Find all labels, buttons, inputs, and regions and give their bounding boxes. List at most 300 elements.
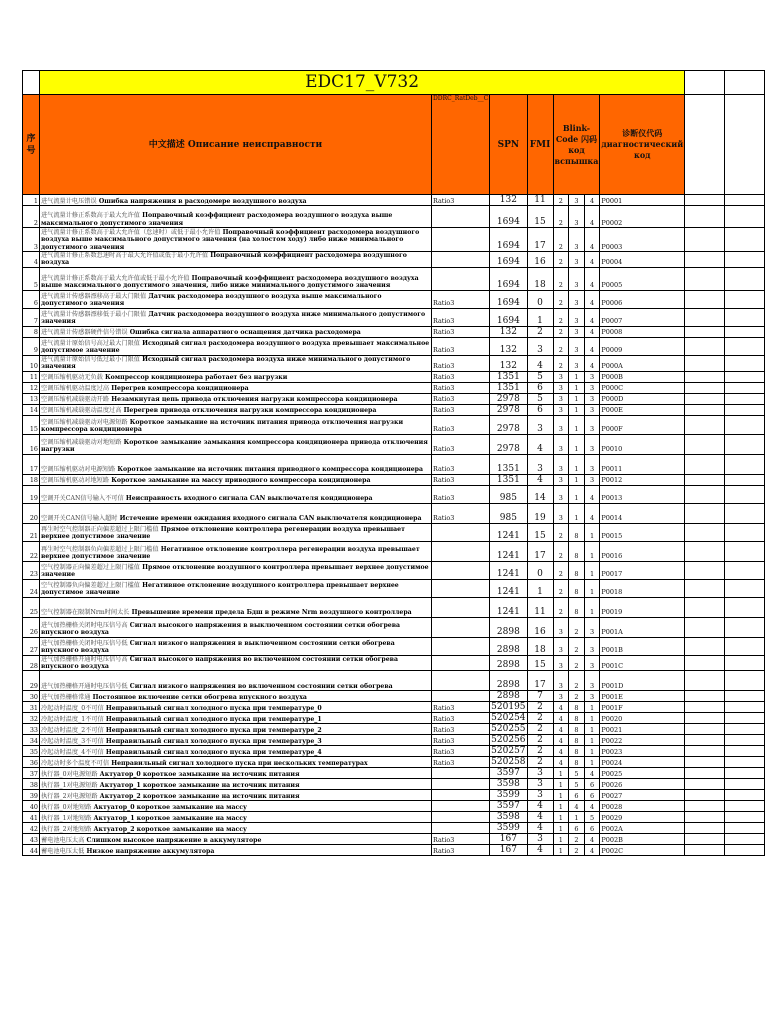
blink-digit-2: 2 — [569, 637, 585, 655]
description-russian: Неправильный сигнал холодного пуска при температуре_3 — [103, 738, 322, 746]
description-russian: Актуатор_0 короткое замыкание на источник питания — [97, 771, 300, 779]
spn-value: 1351 — [490, 371, 527, 382]
diagnostic-code: P0023 — [600, 746, 685, 757]
spn-value: 520258 — [491, 757, 526, 768]
ddrc-code — [432, 523, 490, 541]
empty-cell — [725, 228, 765, 252]
table-row — [23, 541, 765, 561]
blink-digit-3: 1 — [584, 541, 600, 561]
blink-digit-2: 8 — [569, 702, 585, 713]
row-number: 1 — [23, 195, 40, 206]
empty-cell — [685, 779, 725, 790]
fault-description — [40, 474, 432, 485]
description-chinese: 进气加热栅格常通 — [41, 694, 91, 702]
description-chinese: 冷起动时温度_3不可信 — [41, 738, 104, 746]
empty-cell — [725, 757, 765, 768]
empty-cell — [685, 757, 725, 768]
empty-cell — [685, 671, 725, 691]
empty-cell — [725, 801, 765, 812]
blink-digit-1: 1 — [553, 834, 569, 845]
diagnostic-code: P0027 — [600, 790, 685, 801]
empty-cell — [685, 415, 725, 434]
fmi-value: 18 — [527, 637, 553, 655]
spn-value: 3598 — [490, 779, 527, 790]
diagnostic-code: P0010 — [600, 434, 685, 454]
table-row — [23, 267, 765, 290]
spn-value: 985 — [490, 485, 527, 503]
empty-cell — [685, 195, 725, 206]
blink-digit-2: 1 — [569, 404, 585, 415]
empty-cell — [725, 355, 765, 371]
diagnostic-code: P000F — [600, 415, 685, 434]
blink-digit-2: 1 — [569, 812, 585, 823]
empty-cell — [685, 393, 725, 404]
ddrc-code: Ratio3 — [432, 382, 490, 393]
spn-value: 1241 — [490, 579, 527, 597]
blink-digit-3: 4 — [584, 290, 600, 308]
empty-cell — [725, 823, 765, 834]
diagnostic-code: P000E — [600, 404, 685, 415]
corner-cell — [23, 71, 40, 95]
description-russian: Перегрев привода отключения нагрузки компрессора кондиционера — [121, 407, 377, 415]
spn-value: 167 — [490, 834, 527, 845]
blink-digit-3: 4 — [584, 228, 600, 252]
description-chinese: 空调开关CAN信号输入不可信 — [41, 495, 124, 503]
row-number: 13 — [23, 393, 40, 404]
diagnostic-code: P0024 — [600, 757, 685, 768]
fault-description — [40, 393, 432, 404]
empty-cell — [725, 691, 765, 702]
empty-cell — [685, 523, 725, 541]
row-number: 15 — [23, 415, 40, 434]
fmi-value: 4 — [527, 434, 553, 454]
table-row — [23, 561, 765, 579]
table-row — [23, 326, 765, 337]
blink-digit-1: 4 — [553, 757, 569, 768]
spn-value: 132 — [490, 337, 527, 355]
ddrc-code — [432, 823, 490, 834]
diagnostic-code: P0025 — [600, 768, 685, 779]
description-chinese: 进气流量计传感器漂移高于最大门限值 — [41, 293, 147, 300]
description-chinese: 进气加热栅格关闭时电压信号高 — [41, 621, 128, 629]
table-row — [23, 252, 765, 268]
row-number: 16 — [23, 434, 40, 454]
fault-description — [40, 337, 432, 355]
empty-cell — [685, 845, 725, 856]
fmi-value: 3 — [527, 779, 553, 790]
blink-digit-3: 3 — [584, 404, 600, 415]
description-russian: Неправильный сигнал холодного пуска при температуре_0 — [103, 705, 322, 713]
ddrc-code: Ratio3 — [432, 195, 490, 206]
fmi-value: 11 — [527, 597, 553, 617]
diagnostic-code: P0017 — [600, 561, 685, 579]
description-russian: Компрессор кондиционера работает без нагрузки — [102, 374, 288, 382]
fmi-value: 15 — [527, 655, 553, 671]
description-chinese: 空调压缩机减载驱动对电源短路 — [41, 418, 128, 426]
blink-digit-3: 4 — [584, 503, 600, 523]
fault-description — [40, 252, 432, 268]
empty-cell — [725, 617, 765, 637]
description-russian: Низкое напряжение аккумулятора — [84, 848, 215, 856]
description-chinese: 进气加热栅格关闭时电压信号低 — [41, 639, 128, 647]
fmi-value: 4 — [527, 801, 553, 812]
blink-digit-1: 2 — [553, 308, 569, 326]
empty-cell — [685, 326, 725, 337]
blink-digit-1: 2 — [553, 206, 569, 228]
description-russian: Поправочный коэффициент расходомера воздушного воздуха выше максимального допустимого значения (на холостом ходу) либо ниже минимального допустимого значения — [41, 228, 420, 251]
description-russian: Сигнал низкого напряжения в выключенном состоянии сетки обогрева впускного воздуха — [41, 639, 395, 655]
blink-digit-3: 1 — [584, 597, 600, 617]
blink-digit-2: 8 — [569, 597, 585, 617]
diagnostic-code: P0016 — [600, 541, 685, 561]
row-number: 31 — [23, 702, 40, 713]
ddrc-code — [432, 252, 490, 268]
diagnostic-code: P0005 — [600, 267, 685, 290]
description-chinese: 执行器_0对地短路 — [41, 804, 92, 812]
header-blink-code: Blink-Code 闪码 код вспышка — [553, 95, 600, 195]
empty-cell — [725, 382, 765, 393]
row-number: 34 — [23, 735, 40, 746]
description-chinese: 执行器_2对地短路 — [41, 826, 92, 834]
blink-digit-1: 2 — [553, 326, 569, 337]
table-row — [23, 702, 765, 713]
table-row — [23, 637, 765, 655]
table-row — [23, 454, 765, 474]
blink-digit-3: 3 — [584, 415, 600, 434]
description-chinese: 进气流量计修正系数高于最大允许值或低于最小允许值 — [41, 275, 190, 282]
description-chinese: 进气流量计传感器漂移低于最小门限值 — [41, 311, 147, 318]
blink-digit-2: 1 — [569, 474, 585, 485]
empty-cell — [685, 434, 725, 454]
blink-digit-1: 2 — [553, 252, 569, 268]
row-number: 26 — [23, 617, 40, 637]
spn-value: 2898 — [490, 637, 527, 655]
fault-description — [40, 485, 432, 503]
spn-value: 985 — [490, 503, 527, 523]
description-russian: Неправильный сигнал холодного пуска при температуре_1 — [103, 716, 322, 724]
fmi-value: 14 — [527, 485, 553, 503]
blink-digit-3: 1 — [584, 579, 600, 597]
ddrc-code — [432, 228, 490, 252]
spn-value: 1351 — [490, 454, 527, 474]
diagnostic-code: P0011 — [600, 454, 685, 474]
spn-value: 2978 — [490, 415, 527, 434]
fmi-value: 15 — [527, 206, 553, 228]
fault-description — [40, 541, 432, 561]
table-row — [23, 597, 765, 617]
fmi-value: 2 — [527, 746, 553, 757]
table-row — [23, 579, 765, 597]
empty-cell — [725, 541, 765, 561]
ddrc-code: Ratio3 — [432, 371, 490, 382]
fault-description — [40, 757, 432, 768]
description-chinese: 空调压缩机驱动无负载 — [41, 374, 103, 382]
fmi-value: 17 — [527, 228, 553, 252]
description-chinese: 空调开关CAN信号输入超时 — [41, 515, 118, 523]
description-chinese: 空调压缩机驱动对地短路 — [41, 477, 110, 485]
description-russian: Прямое отклонение контроллера регенерации воздуха превышает верхнее допустимое значение — [41, 525, 405, 541]
spn-value: 1351 — [490, 474, 527, 485]
diagnostic-code: P001E — [600, 691, 685, 702]
blink-digit-2: 3 — [569, 195, 585, 206]
description-chinese: 进气流量计电压错误 — [41, 197, 97, 205]
fault-description — [40, 228, 432, 252]
row-number: 28 — [23, 655, 40, 671]
row-number: 30 — [23, 691, 40, 702]
blink-digit-2: 5 — [569, 779, 585, 790]
row-number: 32 — [23, 713, 40, 724]
row-number: 6 — [23, 290, 40, 308]
fault-description — [40, 523, 432, 541]
description-russian: Неправильный сигнал холодного пуска при температуре_4 — [103, 749, 322, 757]
empty-cell — [685, 768, 725, 779]
spn-value: 1694 — [490, 252, 527, 268]
table-row — [23, 691, 765, 702]
fmi-value: 2 — [527, 702, 553, 713]
fault-description — [40, 823, 432, 834]
table-row — [23, 746, 765, 757]
ddrc-code: Ratio3 — [432, 290, 490, 308]
blink-digit-1: 2 — [553, 579, 569, 597]
description-chinese: 再生时空气控制器负向偏差超过上限门槛值 — [41, 545, 159, 553]
fault-description — [40, 503, 432, 523]
row-number: 10 — [23, 355, 40, 371]
blink-digit-2: 8 — [569, 746, 585, 757]
ddrc-code — [432, 267, 490, 290]
ddrc-code: Ratio3 — [432, 485, 490, 503]
blink-digit-2: 3 — [569, 290, 585, 308]
blink-digit-3: 3 — [584, 655, 600, 671]
empty-cell — [725, 768, 765, 779]
description-russian: Исходный сигнал расходомера воздуха ниже минимального допустимого значения — [41, 355, 411, 371]
table-row — [23, 801, 765, 812]
description-chinese: 冷起动时多个温度不可信 — [41, 760, 110, 768]
fmi-value: 16 — [527, 617, 553, 637]
diagnostic-code: P0003 — [600, 228, 685, 252]
fault-description — [40, 308, 432, 326]
fmi-value: 3 — [527, 454, 553, 474]
fault-description — [40, 597, 432, 617]
blink-digit-1: 3 — [553, 485, 569, 503]
blink-digit-3: 6 — [584, 790, 600, 801]
table-row — [23, 845, 765, 856]
blink-digit-2: 2 — [569, 834, 585, 845]
header-ddrc-code: DDRC_RatDeb__C — [432, 95, 490, 195]
blink-digit-2: 8 — [569, 541, 585, 561]
description-chinese: 执行器_1对电源短路 — [41, 782, 98, 790]
blink-digit-3: 4 — [584, 485, 600, 503]
blink-digit-3: 1 — [584, 561, 600, 579]
blink-digit-3: 4 — [584, 308, 600, 326]
blink-digit-3: 6 — [584, 779, 600, 790]
blink-digit-1: 1 — [553, 801, 569, 812]
empty-cell — [725, 702, 765, 713]
row-number: 43 — [23, 834, 40, 845]
diagnostic-code: P001F — [600, 702, 685, 713]
blink-digit-3: 4 — [584, 326, 600, 337]
fault-rows — [23, 195, 765, 856]
table-row — [23, 617, 765, 637]
fault-description — [40, 404, 432, 415]
blink-digit-2: 1 — [569, 503, 585, 523]
spn-value: 1694 — [490, 206, 527, 228]
description-chinese: 冷起动时温度_2不可信 — [41, 727, 104, 735]
blink-digit-1: 3 — [553, 691, 569, 702]
description-chinese: 执行器_1对地短路 — [41, 815, 92, 823]
ddrc-code — [432, 812, 490, 823]
fault-description — [40, 655, 432, 671]
ddrc-code: Ratio3 — [432, 355, 490, 371]
blink-digit-3: 1 — [584, 523, 600, 541]
fmi-value: 3 — [527, 790, 553, 801]
diagnostic-code: P000C — [600, 382, 685, 393]
row-number: 21 — [23, 523, 40, 541]
empty-cell — [725, 252, 765, 268]
blink-digit-2: 3 — [569, 355, 585, 371]
table-row — [23, 768, 765, 779]
fault-description — [40, 355, 432, 371]
fmi-value: 3 — [527, 415, 553, 434]
ddrc-code — [432, 655, 490, 671]
spn-value: 2898 — [490, 617, 527, 637]
empty-cell — [725, 454, 765, 474]
diagnostic-code: P000A — [600, 355, 685, 371]
fault-description — [40, 371, 432, 382]
blink-digit-3: 6 — [584, 823, 600, 834]
empty-cell — [725, 637, 765, 655]
blink-digit-1: 2 — [553, 561, 569, 579]
description-chinese: 进气流量计修正系数怠速时高于最大允许值或低于最小允许值 — [41, 252, 209, 259]
empty-cell — [685, 404, 725, 415]
spn-value: 3599 — [490, 790, 527, 801]
row-number: 19 — [23, 485, 40, 503]
blink-digit-3: 3 — [584, 382, 600, 393]
fault-description — [40, 382, 432, 393]
blink-digit-1: 3 — [553, 474, 569, 485]
fmi-value: 1 — [527, 308, 553, 326]
blink-digit-1: 2 — [553, 337, 569, 355]
ddrc-code: Ratio3 — [432, 474, 490, 485]
description-chinese: 冷起动时温度_1不可信 — [41, 716, 104, 724]
blink-digit-2: 1 — [569, 393, 585, 404]
empty-cell — [685, 812, 725, 823]
blink-digit-3: 3 — [584, 474, 600, 485]
blink-digit-2: 3 — [569, 308, 585, 326]
empty-cell — [725, 195, 765, 206]
fmi-value: 15 — [527, 523, 553, 541]
empty-cell — [685, 561, 725, 579]
row-number: 42 — [23, 823, 40, 834]
fmi-value: 7 — [527, 691, 553, 702]
description-russian: Поправочный коэффициент расходомера воздушного воздуха выше максимального допустимого значения, либо ниже минимального допустимого значения — [41, 275, 419, 290]
spn-value: 2898 — [490, 671, 527, 691]
diagnostic-code: P0015 — [600, 523, 685, 541]
ddrc-code — [432, 579, 490, 597]
description-chinese: 进气加热栅格开通时电压信号低 — [41, 683, 128, 691]
diagnostic-code: P0006 — [600, 290, 685, 308]
empty-cell — [685, 454, 725, 474]
description-russian: Датчик расходомера воздушного воздуха выше максимального допустимого значения — [41, 293, 382, 308]
empty-cell — [725, 503, 765, 523]
blink-digit-2: 2 — [569, 691, 585, 702]
empty-cell — [725, 845, 765, 856]
row-number: 39 — [23, 790, 40, 801]
blink-digit-1: 4 — [553, 713, 569, 724]
fmi-value: 5 — [527, 393, 553, 404]
empty-cell — [725, 713, 765, 724]
fault-description — [40, 195, 432, 206]
blink-digit-1: 3 — [553, 637, 569, 655]
blink-digit-2: 3 — [569, 326, 585, 337]
blink-digit-2: 8 — [569, 735, 585, 746]
ddrc-code — [432, 561, 490, 579]
blink-digit-3: 4 — [584, 206, 600, 228]
blink-digit-2: 1 — [569, 415, 585, 434]
fault-description — [40, 768, 432, 779]
ddrc-code — [432, 206, 490, 228]
empty-cell — [725, 812, 765, 823]
row-number: 17 — [23, 454, 40, 474]
description-russian: Короткое замыкание на источник питания привода отключения нагрузки компрессора кондиционера — [41, 418, 404, 434]
header-fmi: FMI — [527, 95, 553, 195]
table-row — [23, 195, 765, 206]
spn-value: 167 — [490, 845, 527, 856]
blink-digit-1: 1 — [553, 812, 569, 823]
blink-digit-1: 3 — [553, 415, 569, 434]
empty-cell — [685, 691, 725, 702]
table-row — [23, 355, 765, 371]
table-row — [23, 713, 765, 724]
diagnostic-code: P0029 — [600, 812, 685, 823]
blink-digit-3: 3 — [584, 617, 600, 637]
fmi-value: 1 — [527, 579, 553, 597]
diagnostic-code: P0026 — [600, 779, 685, 790]
description-russian: Ошибка сигнала аппаратного оснащения датчика расходомера — [127, 329, 361, 337]
description-russian: Постоянное включение сетки обогрева впускного воздуха — [90, 694, 307, 702]
blink-digit-1: 3 — [553, 454, 569, 474]
ddrc-code: Ratio3 — [432, 735, 490, 746]
row-number: 25 — [23, 597, 40, 617]
empty-cell — [725, 597, 765, 617]
spn-value: 2978 — [490, 393, 527, 404]
spn-value: 3599 — [490, 823, 527, 834]
empty-cell — [725, 434, 765, 454]
fault-description — [40, 206, 432, 228]
ddrc-code — [432, 541, 490, 561]
diagnostic-code: P002B — [600, 834, 685, 845]
ddrc-code: Ratio3 — [432, 393, 490, 404]
diagnostic-code: P0001 — [600, 195, 685, 206]
blink-digit-1: 1 — [553, 845, 569, 856]
blink-digit-3: 4 — [584, 768, 600, 779]
spn-value: 2978 — [490, 434, 527, 454]
spn-value: 520195 — [491, 702, 526, 713]
blink-digit-2: 5 — [569, 768, 585, 779]
row-number: 44 — [23, 845, 40, 856]
fmi-value: 11 — [527, 195, 553, 206]
empty-cell — [685, 541, 725, 561]
diagnostic-code: P0028 — [600, 801, 685, 812]
blink-digit-3: 4 — [584, 834, 600, 845]
fault-description — [40, 267, 432, 290]
blink-digit-1: 4 — [553, 746, 569, 757]
blink-digit-2: 3 — [569, 206, 585, 228]
row-number: 11 — [23, 371, 40, 382]
empty-cell — [725, 474, 765, 485]
blink-digit-1: 1 — [553, 790, 569, 801]
empty-cell — [725, 308, 765, 326]
blink-digit-2: 8 — [569, 561, 585, 579]
